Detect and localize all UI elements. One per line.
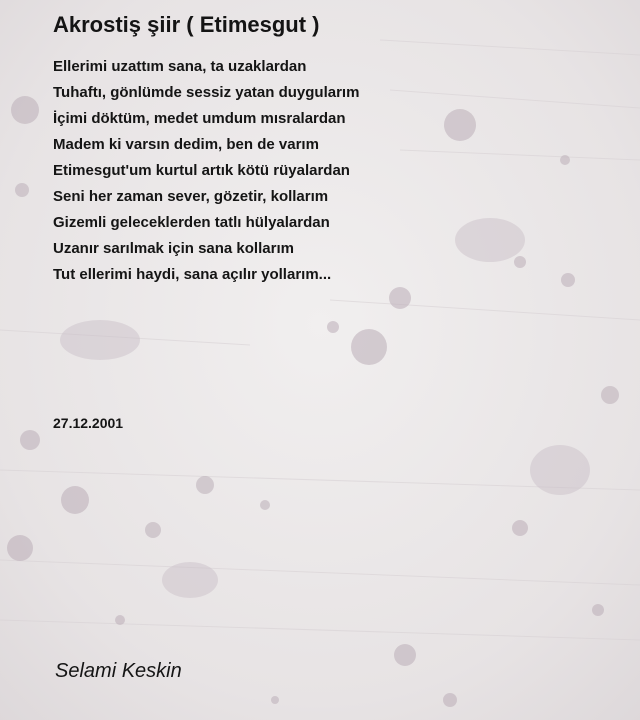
poem-line: İçimi döktüm, medet umdum mısralardan <box>53 110 346 127</box>
poem-date: 27.12.2001 <box>53 415 124 431</box>
poem-line: Seni her zaman sever, gözetir, kollarım <box>53 188 329 205</box>
poem-line: Tuhaftı, gönlümde sessiz yatan duygularım <box>53 84 360 101</box>
poem-line: Gizemli geleceklerden tatlı hülyalardan <box>53 214 330 231</box>
poem-line: Etimesgut'um kurtul artık kötü rüyalardan <box>53 162 350 179</box>
poem-line: Madem ki varsın dedim, ben de varım <box>53 136 319 153</box>
poem-line: Ellerimi uzattım sana, ta uzaklardan <box>53 58 307 75</box>
poem-title: Akrostiş şiir ( Etimesgut ) <box>53 12 320 37</box>
poem-line: Uzanır sarılmak için sana kollarım <box>53 240 294 257</box>
poem-author: Selami Keskin <box>55 660 182 682</box>
poem-body <box>53 54 359 288</box>
poem-line: Tut ellerimi haydi, sana açılır yollarım... <box>53 266 332 283</box>
